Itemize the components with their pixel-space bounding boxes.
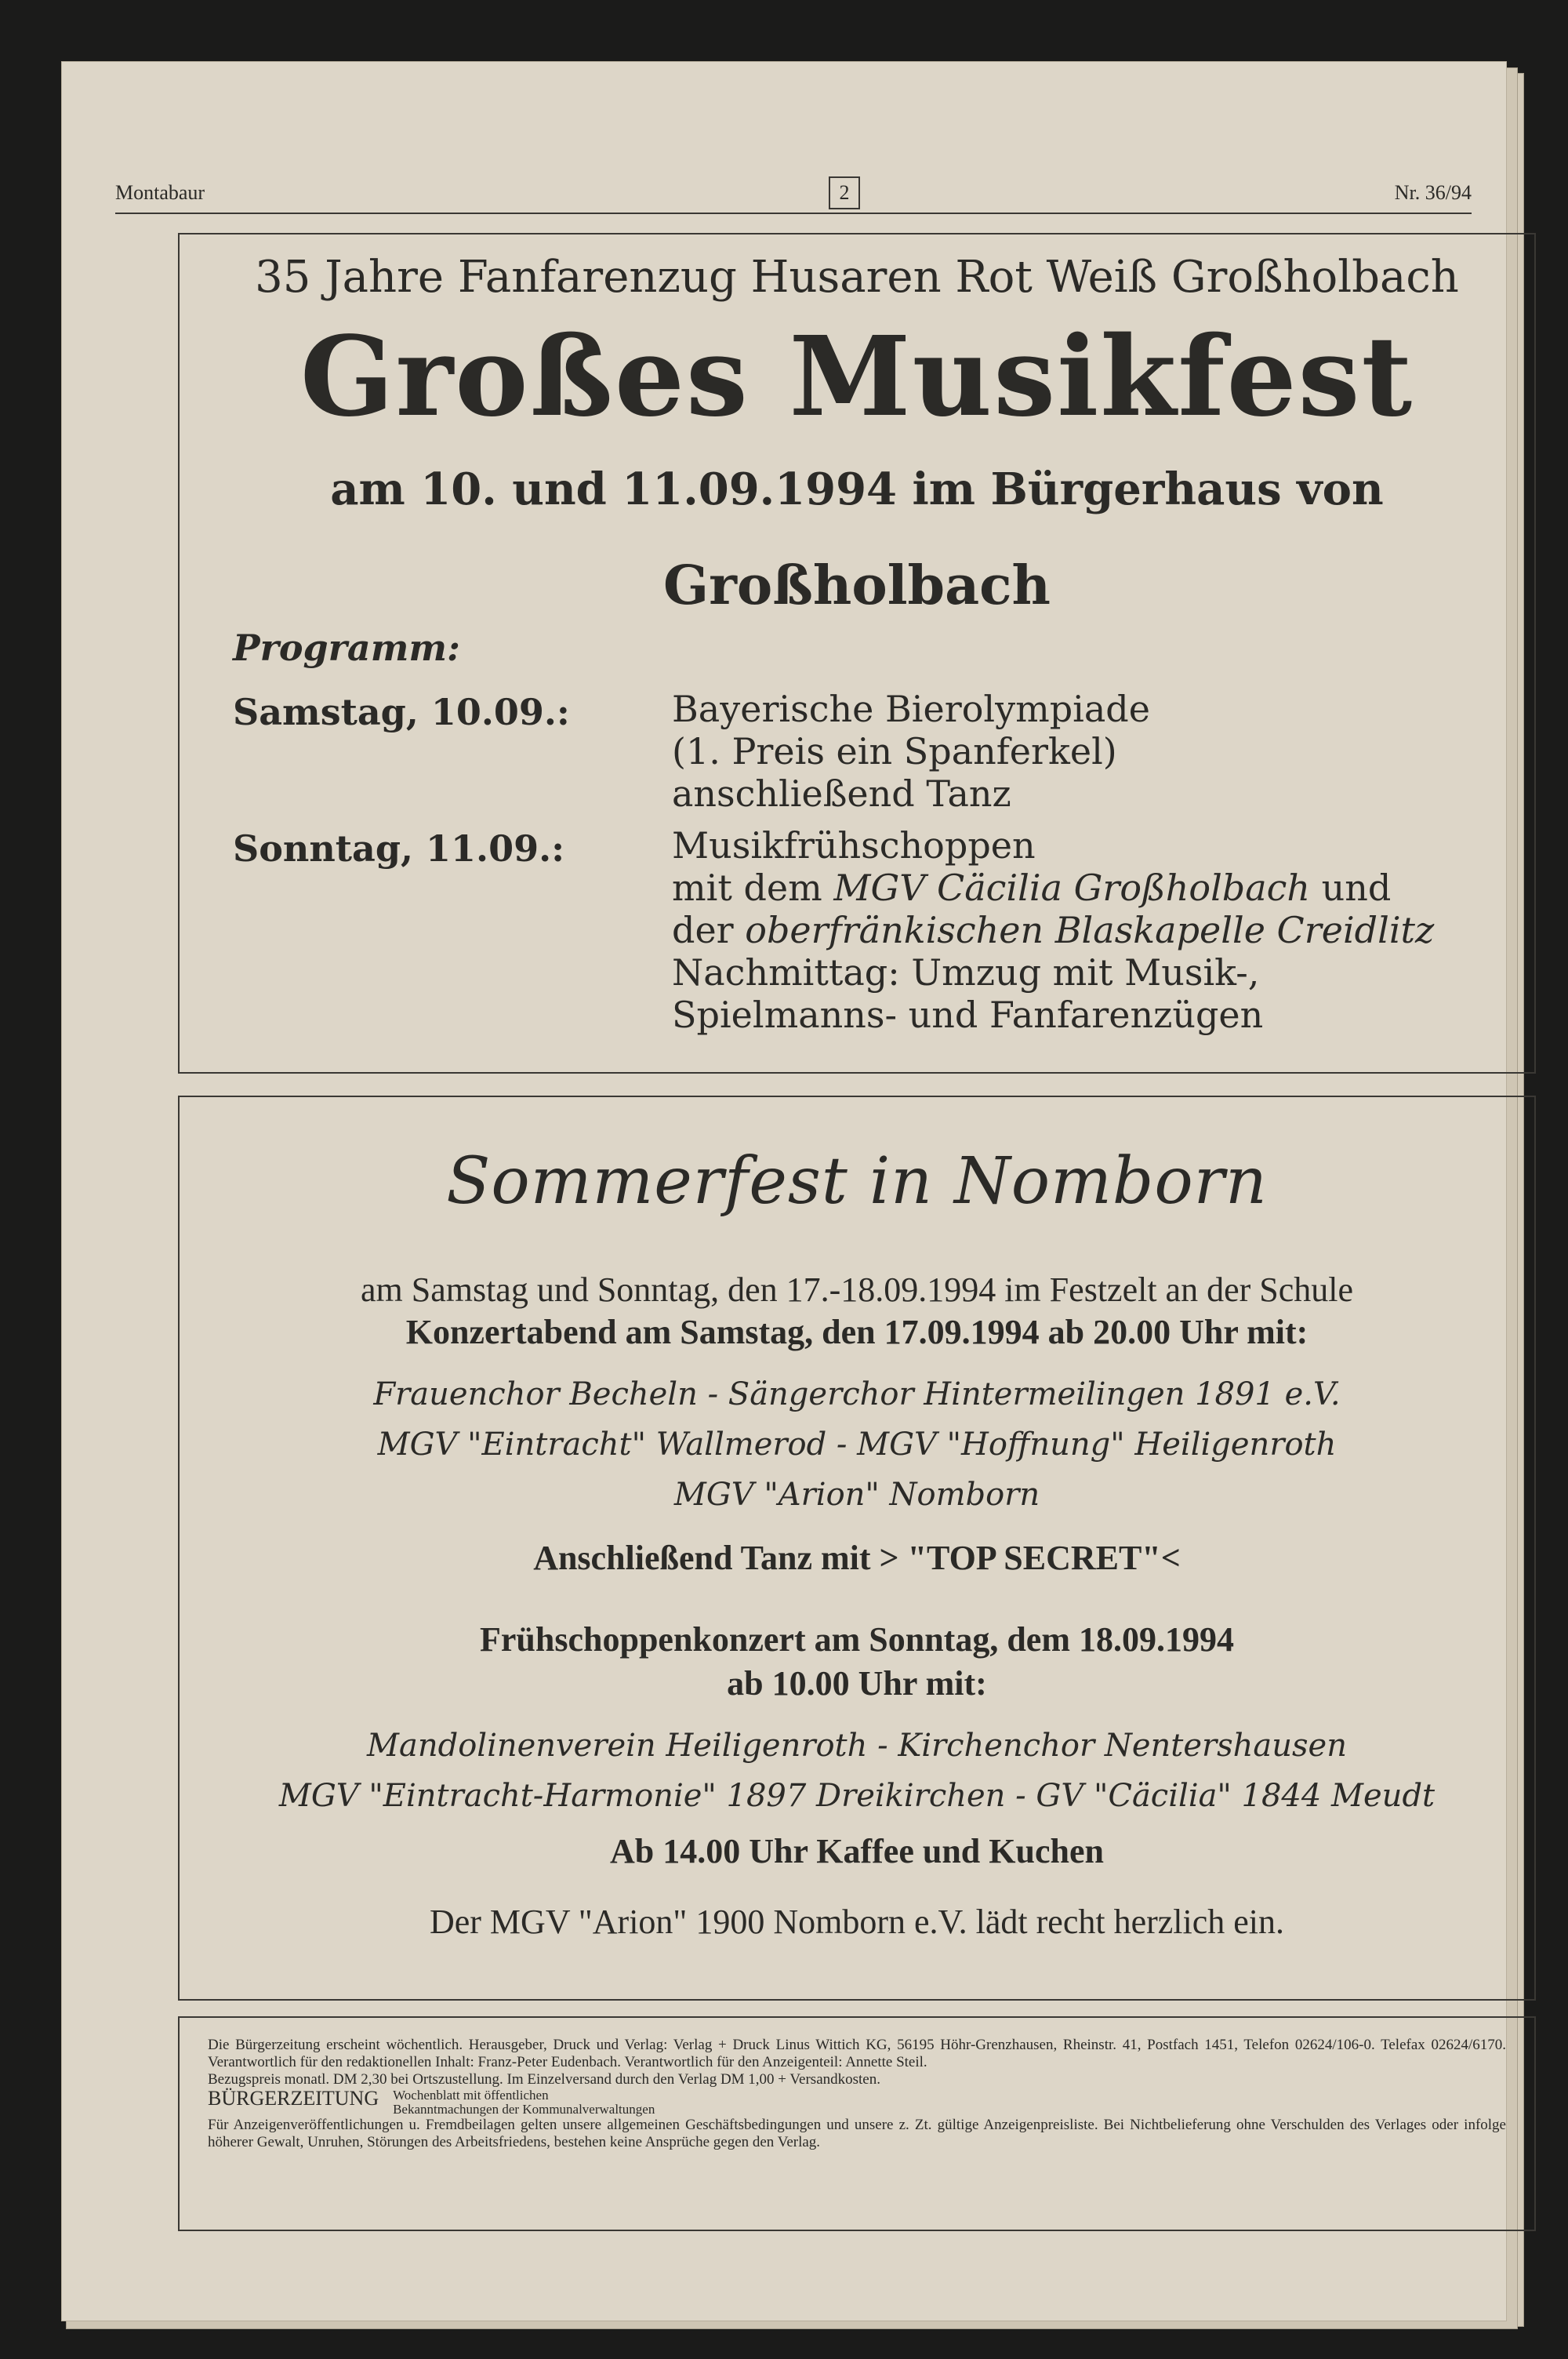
imprint-box [178, 2016, 1536, 2231]
ad2-choirs: MGV "Eintracht" Wallmerod - MGV "Hoffnung" Heiligenroth [377, 1427, 1337, 1463]
sunday-label: Sonntag, 11.09.: [233, 827, 565, 870]
ad2-choirs: MGV "Arion" Nomborn [673, 1477, 1040, 1513]
ad2-choirs: Frauenchor Becheln - Sängerchor Hintermeilingen 1891 e.V. [373, 1376, 1341, 1412]
ad1-title: Großes Musikfest [299, 313, 1414, 442]
ad2-line: am Samstag und Sonntag, den 17.-18.09.1994 im Festzelt an der Schule [360, 1270, 1354, 1309]
ad2-line: Anschließend Tanz mit > "TOP SECRET"< [533, 1539, 1181, 1577]
sunday-program [672, 824, 1434, 1036]
text-fragment: und [1310, 867, 1392, 909]
ad2-choirs: MGV "Eintracht-Harmonie" 1897 Dreikirchen - GV "Cäcilia" 1844 Meudt [278, 1778, 1436, 1814]
saturday-label: Samstag, 10.09.: [233, 691, 570, 733]
header-rule [115, 213, 1472, 214]
ad2-line: Ab 14.00 Uhr Kaffee und Kuchen [610, 1832, 1104, 1870]
ad1-place: Großholbach [663, 554, 1051, 617]
ad1-subtitle: 35 Jahre Fanfarenzug Husaren Rot Weiß Großholbach [255, 252, 1459, 303]
imprint-subtitle-line: Wochenblatt mit öffentlichen [393, 2088, 549, 2103]
saturday-line: anschließend Tanz [672, 772, 1011, 815]
ad2-line: ab 10.00 Uhr mit: [727, 1664, 987, 1703]
imprint-paragraph: Die Bürgerzeitung erscheint wöchentlich. Herausgeber, Druck und Verlag: Verlag + Druck Linus Wittich KG, 56195 Höhr-Grenzhausen, Rheinstr. 41, Postfach 1451, Telefon 02624/106-0. Telefax 02624/6170. Verantwortlich für den redaktionellen Inhalt: Franz-Peter Eudenbach. Verantwortlich für den Anzeigenteil: Annette Steil. [208, 2037, 1506, 2070]
header-issue: Nr. 36/94 [1394, 181, 1472, 204]
page-header [115, 118, 1472, 204]
sunday-line [672, 867, 1434, 909]
imprint-paragraph: Für Anzeigenveröffentlichungen u. Fremdbeilagen gelten unsere allgemeinen Geschäftsbedingungen und unsere z. Zt. gültige Anzeigenpreisliste. Bei Nichtbelieferung ohne Verschulden des Verlages oder infolge höherer Gewalt, Unruhen, Störungen des Arbeitsfriedens, bestehen keine Ansprüche gegen den Verlag. [208, 2117, 1506, 2150]
ad2-title: Sommerfest in Nomborn [446, 1144, 1268, 1219]
ad2-line: Der MGV "Arion" 1900 Nomborn e.V. lädt recht herzlich ein. [429, 1903, 1285, 1941]
ad2-line: Konzertabend am Samstag, den 17.09.1994 ab 20.00 Uhr mit: [405, 1313, 1308, 1351]
ad1-date-line: am 10. und 11.09.1994 im Bürgerhaus von [330, 463, 1384, 515]
saturday-line: (1. Preis ein Spanferkel) [672, 730, 1117, 772]
text-fragment: der [672, 909, 746, 951]
sunday-line: Spielmanns- und Fanfarenzügen [672, 994, 1264, 1036]
header-town: Montabaur [115, 181, 205, 204]
text-fragment-italic: MGV Cäcilia Großholbach [833, 867, 1311, 909]
imprint-masthead [208, 2088, 1506, 2117]
newspaper-page [61, 61, 1507, 2321]
imprint-subtitle-line: Bekanntmachungen der Kommunalverwaltungen [393, 2102, 655, 2117]
header-page-number: 2 [829, 176, 860, 209]
saturday-line: Bayerische Bierolympiade [672, 688, 1150, 730]
imprint [208, 2037, 1506, 2151]
text-fragment: mit dem [672, 867, 834, 909]
ad-musikfest [178, 233, 1536, 1074]
ad2-choirs: Mandolinenverein Heiligenroth - Kirchenchor Nentershausen [367, 1728, 1347, 1764]
saturday-program [672, 688, 1150, 815]
sunday-line [672, 909, 1434, 951]
program-label: Programm: [233, 627, 461, 669]
text-fragment-italic: oberfränkischen Blaskapelle Creidlitz [745, 909, 1435, 951]
ad2-line: Frühschoppenkonzert am Sonntag, dem 18.09.1994 [480, 1620, 1234, 1659]
imprint-paper-subtitle [393, 2088, 655, 2117]
sunday-line: Musikfrühschoppen [672, 824, 1036, 867]
ad-sommerfest [178, 1096, 1536, 2001]
sunday-line: Nachmittag: Umzug mit Musik-, [672, 951, 1260, 994]
imprint-paper-name: BÜRGERZEITUNG [208, 2087, 379, 2110]
imprint-paragraph: Bezugspreis monatl. DM 2,30 bei Ortszustellung. Im Einzelversand durch den Verlag DM 1,00 + Versandkosten. [208, 2071, 880, 2088]
